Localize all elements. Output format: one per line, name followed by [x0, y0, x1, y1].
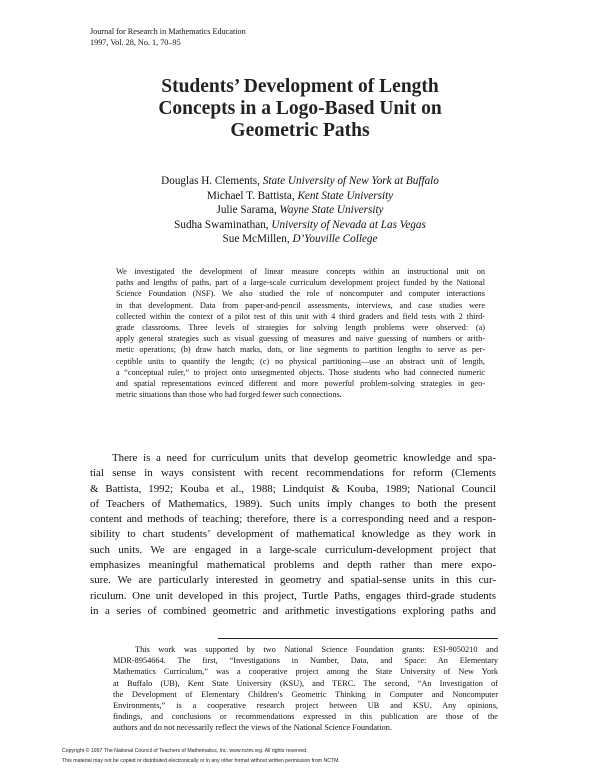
author-affiliation: University of Nevada at Las Vegas	[271, 218, 426, 231]
copyright-line: Copyright © 1997 The National Council of Teachers of Mathematics, Inc. www.nctm.org. All rights reserved.	[62, 748, 308, 754]
footnote-line: MDR-8954664. The first, “Investigations in Number, Data, and Space: An Elementary	[113, 656, 498, 666]
abstract-line: apply general strategies such as visual guessing of measures and naive guessing of numbers or arith-	[116, 334, 485, 344]
abstract-line: ceptible units to quantify the length; (c) no physical partitioning—use an abstract unit of length,	[116, 356, 485, 366]
abstract-line: Science Foundation (NSF). We also studied the role of noncomputer and computer interactions	[116, 289, 485, 299]
author-line	[60, 218, 540, 233]
body-line: sure. We are particularly interested in geometry and spatial-sense units in this cur-	[90, 574, 496, 587]
footnote-line: at Buffalo (UB), Kent State University (KSU), and TERC. The second, “An Investigation of	[113, 678, 498, 688]
author-line	[60, 174, 540, 189]
body-line: emphasizes meaningful mathematical problems and depth rather than mere expo-	[90, 559, 496, 572]
body-line: in a series of combined geometric and arithmetic investigations exploring paths and	[90, 604, 496, 617]
abstract-line: a “conceptual ruler,” to project onto unsegmented objects. Those students who had connected numeric	[116, 367, 485, 377]
footnote-line: Mathematics Curriculum,” was a cooperative project among the State University of New York	[113, 667, 498, 677]
footnote-line: authors and do not necessarily reflect the views of the National Science Foundation.	[113, 723, 393, 733]
footnote-line: This work was supported by two National Science Foundation grants: ESI-9050210 and	[135, 645, 498, 654]
author-name: Sue McMillen,	[222, 233, 290, 246]
footnote-line: findings, and conclusions or recommendations expressed in this publication are those of the	[113, 712, 498, 722]
author-name: Michael T. Battista,	[206, 189, 295, 202]
author-line	[60, 189, 540, 204]
author-affiliation: Wayne State University	[279, 204, 384, 217]
author-affiliation: State University of New York at Buffalo	[262, 175, 439, 187]
abstract-line: We investigated the development of linear measure concepts within an instructional unit on	[116, 267, 485, 276]
abstract-line: and spatial representations evinced different and more powerful problem-solving strategies in geo-	[116, 379, 485, 389]
footnote-line: the Development of Elementary Children’s Geometric Thinking in Computer and Noncomputer	[113, 689, 498, 699]
author-name: Sudha Swaminathan,	[174, 218, 269, 231]
author-line	[60, 203, 540, 218]
journal-header	[90, 27, 246, 48]
author-line	[60, 232, 540, 247]
copyright-notice	[62, 747, 340, 766]
body-line: There is a need for curriculum units that develop geometric knowledge and spa-	[112, 452, 496, 464]
footnote-line: Environments,” is a cooperative research project between UB and KSU. Any opinions,	[113, 701, 498, 711]
body-line: tial sense in ways consistent with recent recommendations for reform (Clements	[90, 467, 496, 480]
title-line: Geometric Paths	[230, 120, 370, 141]
abstract	[116, 266, 485, 400]
footnote	[113, 644, 498, 734]
abstract-line: collected within the context of a pilot test of this unit with 4 third graders and field tests with 2 third-	[116, 311, 485, 321]
journal-name: Journal for Research in Mathematics Education	[90, 27, 246, 36]
body-text	[90, 451, 496, 619]
body-line: & Battista, 1992; Kouba et al., 1988; Lindquist & Kouba, 1989; National Council	[90, 482, 496, 495]
body-line: of Teachers of Mathematics, 1989). Such units imply changes to both the present	[90, 497, 496, 510]
abstract-line: metric situations than those who had forged fewer such connections.	[116, 390, 342, 400]
journal-issue: 1997, Vol. 28, No. 1, 70–95	[90, 37, 181, 47]
copyright-line: This material may not be copied or distributed electronically or in any other format without written permission from NCTM.	[62, 757, 340, 764]
author-name: Douglas H. Clements,	[161, 175, 260, 187]
abstract-line: metic operations; (b) draw hatch marks, dots, or line segments to partition lengths to serve as per-	[116, 345, 485, 355]
body-line: content and methods of teaching; therefore, there is a corresponding need and a respon-	[90, 513, 496, 526]
abstract-line: paths and lengths of paths, part of a large-scale curriculum development project funded by the National	[116, 278, 485, 288]
body-line: such units. We are engaged in a large-scale curriculum-development project that	[90, 543, 496, 556]
body-line: sibility to chart students’ development of mathematical knowledge as they work in	[90, 528, 496, 541]
author-list	[60, 174, 540, 247]
footnote-divider	[218, 638, 498, 639]
body-line: riculum. One unit developed in this project, Turtle Paths, engages third-grade students	[90, 589, 496, 602]
title-line: Concepts in a Logo-Based Unit on	[158, 98, 442, 119]
author-affiliation: Kent State University	[297, 189, 394, 202]
title-line: Students’ Development of Length	[161, 76, 439, 97]
paper-title	[60, 76, 540, 142]
author-name: Julie Sarama,	[216, 204, 277, 217]
author-affiliation: D’Youville College	[292, 233, 378, 246]
abstract-line: in that development. Data from paper-and-pencil assessments, interviews, and case studies were	[116, 300, 485, 310]
abstract-line: grade classrooms. Three levels of strategies for solving length problems were observed: (a)	[116, 323, 485, 333]
